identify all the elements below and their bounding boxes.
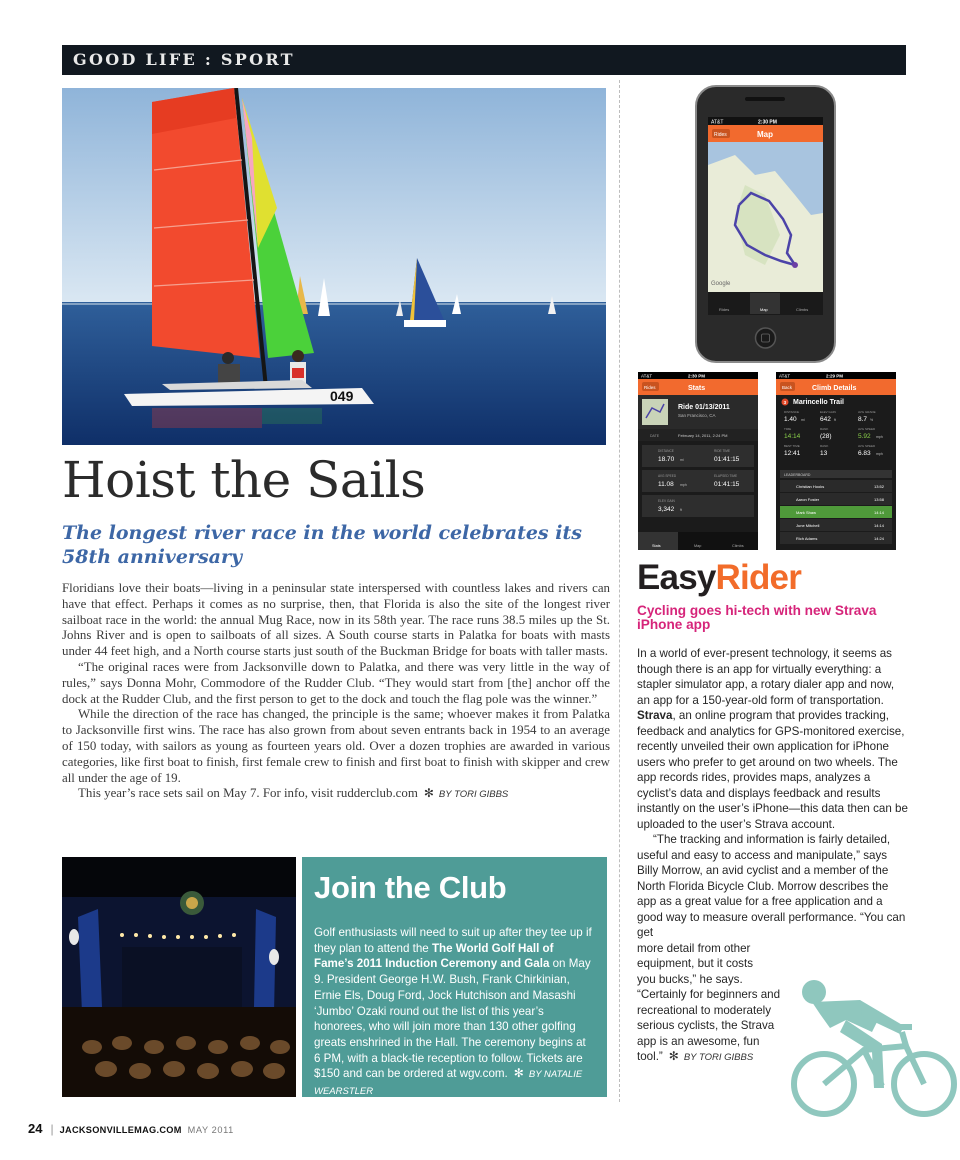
- easy-rider-paragraph: [637, 646, 909, 832]
- climb-stat-value: 13: [820, 450, 828, 457]
- stat-value: 01:41:15: [714, 481, 740, 488]
- tab-climbs[interactable]: Climbs: [796, 307, 809, 312]
- stat-value: 3,342: [658, 506, 675, 513]
- club-text-intro: Golf enthusiasts will need to suit up after they tee up if they plan to attend the: [314, 926, 592, 955]
- page-number: 24: [28, 1121, 43, 1136]
- column-divider: [619, 80, 620, 1102]
- wrapped-line: app is an awesome, fun: [637, 1034, 760, 1048]
- stat-unit: mph: [680, 483, 687, 487]
- climb-stat-label: AVG SPEED: [858, 444, 876, 448]
- stat-value: 11.08: [658, 481, 674, 488]
- leader-name: Christian Hooks: [796, 484, 825, 489]
- stat-unit: ft: [680, 508, 682, 512]
- stat-label: DISTANCE: [658, 449, 674, 453]
- climb-stat-label: RANK: [820, 427, 829, 431]
- leader-time: 14:14: [874, 510, 885, 515]
- article-paragraph: Floridians love their boats—living in a peninsular state interspersed with countless lakes and rivers can have that effect. Perhaps it comes as no surprise, then, that Florida is also the site of the longest river sailboat race in the world: the annual Mug Race, now in its 58th year. The race runs 38.5 miles up the St. Johns River and is open to sailboats of all sizes. A South course starts in Palatka for boats with masts under 44 feet high, and a North course starts just south of the Buckman Bridge for boats with taller masts.: [62, 581, 610, 659]
- club-byline: BY NATALIE WEARSTLER: [314, 1069, 583, 1098]
- section-header-label: GOOD LIFE : SPORT: [73, 50, 295, 69]
- cyclist-icon: [786, 980, 960, 1122]
- leader-name: Rich Adams: [796, 536, 818, 541]
- climb-stat-label: DISTANCE: [784, 410, 799, 414]
- easy-rider-text: , an online program that provides tracking, feedback and analytics for GPS-monitored exercise, recently unveiled their own application for iPhone users who prefer to get around on two wheels. The app records rides, provides maps, analyzes a cyclist’s data and displays feedback and results instantly on the user’s iPhone—this data then can be uploaded to the user’s Strava account.: [637, 709, 908, 831]
- easy-rider-title: [637, 558, 801, 598]
- tab-map[interactable]: Map: [694, 544, 702, 548]
- climb-stat-value: 5.92: [858, 433, 871, 440]
- back-button[interactable]: Rides: [644, 385, 656, 390]
- ride-location: San Francisco, CA: [678, 413, 716, 418]
- climb-stat-unit: ft: [834, 418, 836, 422]
- climb-stat-label: ELEV GAIN: [820, 410, 836, 414]
- wrapped-line: more detail from other: [637, 941, 751, 955]
- tab-map[interactable]: Map: [760, 307, 768, 312]
- wrapped-line: equipment, but it costs: [637, 957, 753, 970]
- join-the-club-box: [302, 857, 607, 1097]
- article-body: [62, 581, 610, 803]
- golf-ceremony-photo: [62, 857, 296, 1097]
- asterisk-icon: ✻: [423, 786, 434, 801]
- asterisk-icon: ✻: [513, 1066, 524, 1081]
- boat-number: 049: [330, 388, 354, 404]
- club-text-body: on May 9. President George H.W. Bush, Frank Chirkinian, Ernie Els, Doug Ford, Jock Hutchison and Masashi ‘Jumbo’ Ozaki round out the list of this year’s honorees, who will join more than 130 other golfing greats enshrined in the Hall. The ceremony begins at 6 PM, with a black-tie reception to follow. Tickets are $150 and can be ordered at wgv.com.: [314, 957, 591, 1081]
- climb-stat-label: AVG SPEED: [858, 427, 876, 431]
- back-button[interactable]: Back: [782, 385, 793, 390]
- stat-value: 18.70: [658, 456, 675, 463]
- climb-stat-label: TIME: [784, 427, 792, 431]
- article-byline: BY TORI GIBBS: [438, 789, 509, 801]
- map-attribution: Google: [711, 281, 731, 287]
- climb-stat-label: AVG GRADE: [858, 410, 876, 414]
- club-title: Join the Club: [314, 870, 507, 905]
- easy-rider-paragraph: “The tracking and information is fairly detailed, useful and easy to access and manipulate,” says Billy Morrow, an avid cyclist and a member of the North Florida Bicycle Club. Morrow describes the app as a great value for a free application and a good way to measure overall performance. “You can get: [637, 833, 906, 939]
- article-paragraph: While the direction of the race has changed, the principle is the same; whoever makes it from Palatka to Jacksonville first wins. The race has also grown from about seven entrants back in 1954 to an average of 150 today, with sailors as young as fourteen years old. Over a dozen trophies are awarded in various categories, like first boat to finish, first female crew to finish and first boat to finish with skipper and crew all under the age of 19.: [62, 707, 610, 785]
- status-carrier: AT&T: [711, 119, 724, 126]
- tab-climbs[interactable]: Climbs: [732, 544, 744, 548]
- climb-stat-value: (28): [820, 433, 832, 440]
- easy-rider-byline: BY TORI GIBBS: [683, 1052, 754, 1063]
- ride-title: Ride 01/13/2011: [678, 404, 730, 411]
- tab-rides[interactable]: Rides: [719, 307, 730, 312]
- screen-title: Map: [757, 130, 773, 139]
- club-text: [314, 925, 595, 1100]
- trail-name: Marincello Trail: [793, 399, 844, 406]
- leaderboard-label: LEADERBOARD: [784, 473, 811, 477]
- tab-stats[interactable]: Stats: [652, 544, 661, 548]
- home-button-icon: [756, 328, 776, 348]
- date-value: February 14, 2011, 2:24 PM: [678, 433, 728, 438]
- footer-site: JACKSONVILLEMAG.COM: [59, 1125, 182, 1135]
- screen-title: Climb Details: [812, 385, 857, 392]
- article-paragraph-last: [62, 786, 610, 803]
- climb-stat-value: 642: [820, 416, 831, 423]
- article-headline: Hoist the Sails: [62, 451, 426, 509]
- status-carrier: AT&T: [641, 373, 653, 379]
- footer-separator: |: [50, 1122, 54, 1136]
- article-subhead: The longest river race in the world celebrates its 58th anniversary: [62, 522, 582, 568]
- date-label: DATE: [650, 434, 660, 438]
- article-paragraph: “The original races were from Jacksonville down to Palatka, and there was very little in the way of rules,” says Donna Mohr, Commodore of the Rudder Club. “They would start from [the] anchor off the dock at the Rudder Club, and the first person to get to the dock and touch the flag pole was the winner.”: [62, 659, 610, 706]
- title-part-rider: Rider: [715, 558, 802, 597]
- section-header-bar: [62, 45, 906, 75]
- phone-climb-screenshot: [776, 372, 896, 550]
- climb-stat-value: 14:14: [784, 433, 801, 440]
- back-button[interactable]: Rides: [714, 132, 727, 138]
- status-time: 2:29 PM: [826, 373, 844, 379]
- climb-stat-unit: %: [870, 418, 874, 422]
- club-event-name: The World Golf Hall of Fame’s 2011 Induction Ceremony and Gala: [314, 941, 554, 971]
- article-paragraph-text: This year’s race sets sail on May 7. For info, visit rudderclub.com: [78, 786, 418, 801]
- stat-value: 01:41:15: [714, 456, 740, 463]
- climb-stat-value: 6.83: [858, 450, 871, 457]
- page-footer: [28, 1120, 234, 1138]
- asterisk-icon: ✻: [668, 1049, 679, 1063]
- status-carrier: AT&T: [779, 373, 791, 379]
- strava-name: Strava: [637, 709, 673, 722]
- climb-stat-unit: mi: [801, 418, 805, 422]
- easy-rider-subhead: Cycling goes hi-tech with new Strava iPhone app: [637, 603, 877, 632]
- climb-stat-label: BEST TIME: [784, 444, 800, 448]
- leader-time: 14:14: [874, 523, 885, 528]
- phone-stats-screenshot: [638, 372, 758, 550]
- wrapped-line: recreational to moderately: [637, 1003, 772, 1017]
- wrapped-line: “Certainly for beginners and: [637, 988, 781, 1001]
- stat-unit: mi: [680, 458, 684, 462]
- climb-stat-unit: mph: [876, 452, 883, 456]
- easy-rider-text: In a world of ever-present technology, it seems as though there is an app for virtually everything: a stapler simulator app, a rotary dialer app and now, an app for a 150-year-old form of transportation.: [637, 647, 895, 707]
- phone-map-screenshot: [695, 85, 836, 363]
- status-time: 2:30 PM: [688, 373, 706, 379]
- status-time: 2:30 PM: [758, 119, 777, 126]
- wrapped-line: you bucks,” he says.: [637, 972, 743, 986]
- stat-label: ELEV GAIN: [658, 499, 675, 503]
- sailing-photo: [62, 88, 606, 445]
- leader-time: 14:24: [874, 536, 885, 541]
- title-part-easy: Easy: [637, 558, 716, 597]
- stat-label: RIDE TIME: [714, 449, 731, 453]
- climb-stat-value: 12:41: [784, 450, 801, 457]
- stat-label: AVG SPEED: [658, 474, 677, 478]
- climb-stat-value: 8.7: [858, 416, 868, 423]
- wrapped-line-text: tool.”: [637, 1050, 663, 1063]
- leader-name: June Mitchell: [796, 523, 820, 528]
- footer-date: MAY 2011: [187, 1125, 234, 1135]
- climb-stat-value: 1.40: [784, 416, 797, 423]
- leader-time: 13:52: [874, 484, 885, 489]
- trail-number: 3: [783, 399, 787, 405]
- climb-stat-unit: mph: [876, 435, 883, 439]
- wrapped-line: serious cyclists, the Strava: [637, 1019, 775, 1032]
- leader-time: 13:58: [874, 497, 885, 502]
- leader-name: Mark Shaw: [796, 510, 817, 515]
- leader-name: Aaron Foster: [796, 497, 820, 502]
- climb-stat-label: RANK: [820, 444, 829, 448]
- screen-title: Stats: [688, 385, 706, 392]
- stat-label: ELAPSED TIME: [714, 474, 738, 478]
